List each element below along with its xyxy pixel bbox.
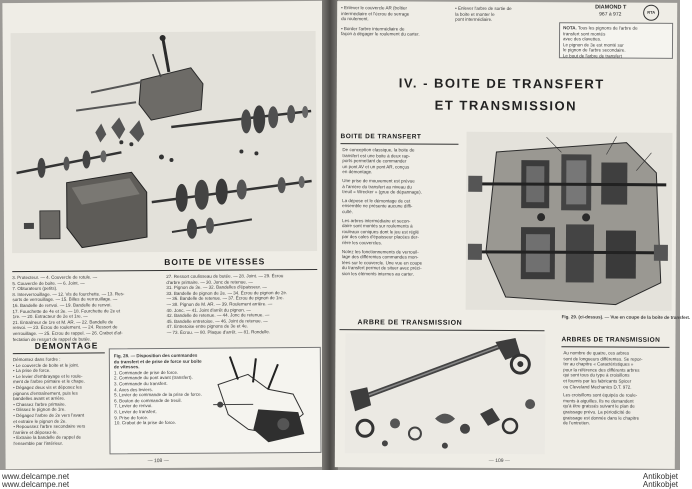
paragraph-line: ensemble ne présente aucune diffi-: [342, 203, 413, 209]
demontage-step: • La prise de force.: [12, 367, 51, 374]
demontage-step: • Le couvercle de boite et le joint.: [12, 362, 80, 368]
driveshaft-exploded-illustration: [345, 333, 546, 454]
fig29-caption: Fig. 29. (ci-dessus). — Vue en coupe de la boite de transfert.: [561, 314, 691, 320]
paragraph-line: graissage est donnée dans le chapitre: [563, 414, 640, 421]
paragraph-line: ments à aiguilles. Ils ne demandent: [563, 398, 634, 404]
fig28-item: 1. Commande de prise de force.: [113, 369, 179, 376]
nota-line: Le pignon de 3e est monté sur: [562, 42, 624, 48]
paragraph-line: Au nombre de quatre, ces arbres: [563, 350, 630, 356]
watermark-text: www.delcampe.net: [2, 480, 70, 489]
parts-line: verrouillage. — 25. Ecrou de rappel. — 26. Crabot d'af-: [12, 330, 123, 337]
nota-content: [563, 25, 638, 59]
parts-line: 21. Entraîneur de 1re et M. AR. — 22. Bandelle de: [12, 319, 114, 325]
paragraph-line: Les arbres intermédiaire et secon-: [342, 217, 411, 224]
demontage-step: • Extraire la bandelle de rappel de: [13, 434, 82, 441]
parts-line: 8. Interverrouillage. — 12. Vis de fourchette. — 13. Res-: [12, 291, 125, 297]
fig28-item: 9. Prise de force.: [114, 414, 149, 420]
left-page-number: — 108 —: [147, 457, 169, 465]
parts-line: 40. Jonc. — 41. Joint d'arrêt du pignon. —: [166, 306, 251, 313]
parts-line: — 73. Écrou. — 80. Plaque d'arrêt. — 81. Rondelle.: [166, 329, 271, 335]
fig28-caption: [114, 353, 205, 426]
paragraph-line: qu'à être graissés suivant le plan de: [563, 403, 635, 410]
demontage-step: l'ensemble par l'intérieur.: [13, 440, 63, 446]
parts-line: — 36. Bandelle de retenue. — 37. Écrou de pignon de 1re.: [166, 295, 284, 302]
nota-line: le pignon de l'arbre secondaire.: [562, 47, 626, 53]
demontage-step: • Dégagez l'arbre de 2e vers l'avant: [13, 412, 85, 419]
arbre-de-transmission-heading: ARBRE DE TRANSMISSION: [357, 319, 463, 327]
parts-line: 45. Bandelle entretoise. — 46. Joint de retenue. —: [166, 318, 268, 324]
watermark-text: Antikobjet: [642, 480, 678, 489]
figure-28-box: [109, 347, 322, 454]
parts-list-col1: [12, 274, 124, 342]
demontage-text: [13, 357, 86, 447]
paragraph-line: rière les couvercles.: [341, 240, 382, 246]
arbre-rule: [339, 329, 544, 331]
paragraph-line: culté.: [342, 209, 353, 215]
fig28-item: 8. Levier de transfert.: [114, 408, 157, 415]
arbres-rule: [561, 346, 669, 348]
demontage-step: • Le levier d'embrayage et le roule-: [12, 373, 83, 379]
parts-line: fectation de ressort de rappel de butée.: [12, 336, 92, 342]
chapter-title-line1: IV. - BOITE DE TRANSFERT: [398, 75, 605, 92]
demontage-heading: DÉMONTAGE: [34, 340, 99, 351]
nota-line: transfert sont montés: [563, 30, 606, 37]
nota-line: Le bout de l'arbre de transfert: [562, 53, 622, 59]
parts-list-col2: [166, 273, 287, 335]
parts-line: 17. Fourchette de 4e et 3e. — 18. Fourchette de 2e et: [12, 307, 121, 314]
paragraph-line: en démontage.: [342, 169, 373, 175]
watermark-text: www.delcampe.net: [2, 472, 70, 481]
paragraph-line: transfert est une boite à deux rap-: [342, 152, 410, 159]
paragraph-line: pour la référence des différents arbres: [563, 367, 640, 373]
arbres-de-transmission-heading: ARBRES DE TRANSMISSION: [561, 336, 661, 344]
parts-line: 33. Bandelle de pignon de 2e. — 34. Écrou de pignon de 2e.: [166, 289, 288, 296]
demontage-step: et extraire le pignon de 2e.: [13, 418, 67, 424]
demontage-step: • Repoussez l'arbre secondaire vers: [13, 423, 86, 430]
paragraph-line: qui sont tous du type à croisillons: [563, 372, 630, 379]
parts-line: renvoi. — 23. Écrou de roulement. — 24. Ressort de: [12, 324, 118, 331]
paragraph-line: un pont AV et un pont AR, conçus: [342, 163, 410, 170]
demontage-step: • Dégagez deux vis et déposez les: [13, 384, 82, 391]
fig28-item: 3. Commande du transfert.: [114, 380, 168, 387]
footer-left-watermark: [2, 472, 69, 489]
fig28-item: 10. Crabot de la prise de force.: [114, 420, 177, 426]
paragraph-line: La dépose et le démontage de cet: [342, 197, 411, 204]
fig28-item: 5. Levier de commande de la prise de force.: [114, 391, 202, 398]
paragraph-line: à l'arrière du transfert au niveau du: [342, 183, 412, 190]
paragraph-line: de l'entretien.: [563, 420, 590, 426]
section-rule: [12, 269, 317, 272]
paragraph-line: Les croisillons sont équipés de roule-: [563, 392, 638, 398]
paragraph-line: De conception classique, la boite de: [342, 147, 415, 153]
section-title-boite-de-vitesses: BOITE DE VITESSES: [164, 256, 266, 268]
parts-line: — 38. Pignon de M. AR. — 39. Roulement arrière. —: [166, 301, 273, 307]
left-page: [2, 1, 327, 469]
boite-transfert-rule: [340, 143, 458, 145]
demontage-step: pignons d'entraînement, puis les: [13, 390, 78, 396]
demontage-rule: [13, 352, 105, 354]
nota-line: avec des clavettes.: [563, 36, 602, 42]
top-line: • Enlever l'arbre de sortie de: [455, 5, 512, 12]
parts-line: 5. Couvercle de boite. — 6. Joint. —: [12, 280, 85, 286]
paragraph-line: Notez les fonctionnements de verrouil-: [341, 248, 419, 255]
top-line: façon à dégager le roulement du carter.: [341, 31, 420, 37]
parts-line: 7. Obturateurs (petits).: [12, 285, 58, 292]
parts-line: d'arbre primaire. — 30. Jonc de retenue. —: [166, 278, 253, 285]
paragraph-line: lage des différentes commandes mon-: [341, 254, 419, 260]
parts-line: 3. Protecteur. — 4. Couvercle de rotule. —: [12, 274, 98, 281]
paragraph-line: graissage prévu. La périodicité de: [563, 409, 631, 415]
demontage-step: ment de l'arbre primaire et le chape.: [13, 378, 85, 385]
paragraph-line: ter au chapitre « Caractéristiques »: [563, 361, 634, 367]
running-header-ref: 967 à 972: [599, 11, 622, 18]
right-page: [335, 1, 691, 469]
gearbox-exploded-illustration: [11, 31, 318, 253]
watermark-text: Antikobjet: [642, 472, 678, 481]
transfer-controls-drawing: [208, 354, 317, 449]
paragraph-line: daire sont montés sur roulements à: [342, 223, 413, 229]
demontage-step: • Glissez le pignon de 1re.: [13, 407, 66, 413]
boite-transfert-heading: BOITE DE TRANSFERT: [340, 133, 422, 141]
nota-box: [559, 22, 673, 59]
paragraph-line: Une prise de mouvement est prévue: [342, 178, 415, 184]
arbres-text: [563, 350, 643, 426]
top-line: pont intermédiaire.: [455, 16, 493, 23]
top-col1: [341, 5, 420, 37]
chapter-title-line2: ET TRANSMISSION: [434, 97, 578, 114]
nota-label: NOTA.: [563, 25, 577, 31]
parts-line: 31. Pignon de 3e. — 32. Bandelles d'épaisseur. —: [166, 284, 267, 291]
fig28-item: 2. Commande du pont avant (transfert).: [113, 375, 193, 381]
top-line: la boite et monter le: [455, 11, 495, 17]
fig28-title: Fig. 28. — Disposition des commandes du transfert et de prise de force sur boite de vitesses.: [113, 352, 202, 370]
paragraph-line: et fournis par les fabricants Spicer: [563, 378, 632, 384]
paragraph-line: ports permettant de commander: [342, 158, 407, 164]
paragraph-line: par des cales d'épaisseur placées der-: [341, 234, 419, 240]
footer-right-watermark: [643, 472, 678, 489]
parts-line: 16. Bandelle de renvoi. — 19. Bandelle de renvoi.: [12, 302, 112, 309]
paragraph-line: ou Cleveland Mechanics D.T. 972.: [563, 383, 632, 390]
parts-line: 42. Bandelle de retenue. — 44. Jonc de retenue. —: [166, 312, 270, 319]
paragraph-line: tées sur le couvercle. Une vue en coupe: [341, 259, 423, 266]
demontage-step: bandelles avant et arrière.: [13, 395, 66, 402]
parts-line: 47. Entretoise entre pignons de 3e et 4e.: [166, 323, 248, 330]
parts-line: 27. Ressort coulisseau de butée. — 28. Joint. — 29. Écrou: [166, 273, 284, 279]
top-line: intermédiaire et l'écrou de serrage: [341, 10, 410, 17]
running-header: DIAMOND T: [595, 4, 627, 11]
paragraph-line: sont de longueurs différentes. Se repor-: [563, 355, 643, 362]
fig28-item: 7. Levier de renvoi.: [114, 403, 153, 409]
top-line: • Enlever le couvercle AR (boîtier: [341, 5, 408, 11]
demontage-intro: Démontez dans l'ordre :: [12, 356, 61, 363]
right-page-number: — 109 —: [488, 457, 510, 465]
paragraph-line: treuil « Wrecker » (grue de dépannage).: [342, 189, 422, 195]
nota-line: Tous les pignons de l'arbre de: [577, 25, 638, 31]
paragraph-line: du transfert permet de situer avec préci-: [341, 265, 422, 271]
transfer-case-cross-section: [466, 132, 673, 311]
paragraph-line: rouleaux coniques dont le jeu est réglé: [342, 228, 420, 235]
demontage-step: l'arrière et déposez-le.: [13, 429, 58, 435]
top-line: du roulement.: [341, 16, 369, 22]
parts-line: 1re. — 20. Extracteur de 2e et 1re. —: [12, 313, 88, 320]
rta-logo: RTA: [643, 5, 659, 21]
paragraph-line: sion les éléments internes au carter.: [341, 271, 414, 277]
top-line: • Border l'arbre intermédiaire de: [341, 25, 405, 32]
parts-line: sorts de verrouillage. — 15. Billes de verrouillage. —: [12, 296, 118, 303]
fig28-item: 4. Axes des leviers.: [114, 386, 153, 392]
demontage-step: • Chassez l'arbre primaire.: [13, 401, 66, 407]
boite-transfert-text: [342, 147, 423, 277]
top-col3: [455, 6, 512, 23]
fig28-item: 6. Bouton de commande de treuil.: [114, 397, 182, 404]
